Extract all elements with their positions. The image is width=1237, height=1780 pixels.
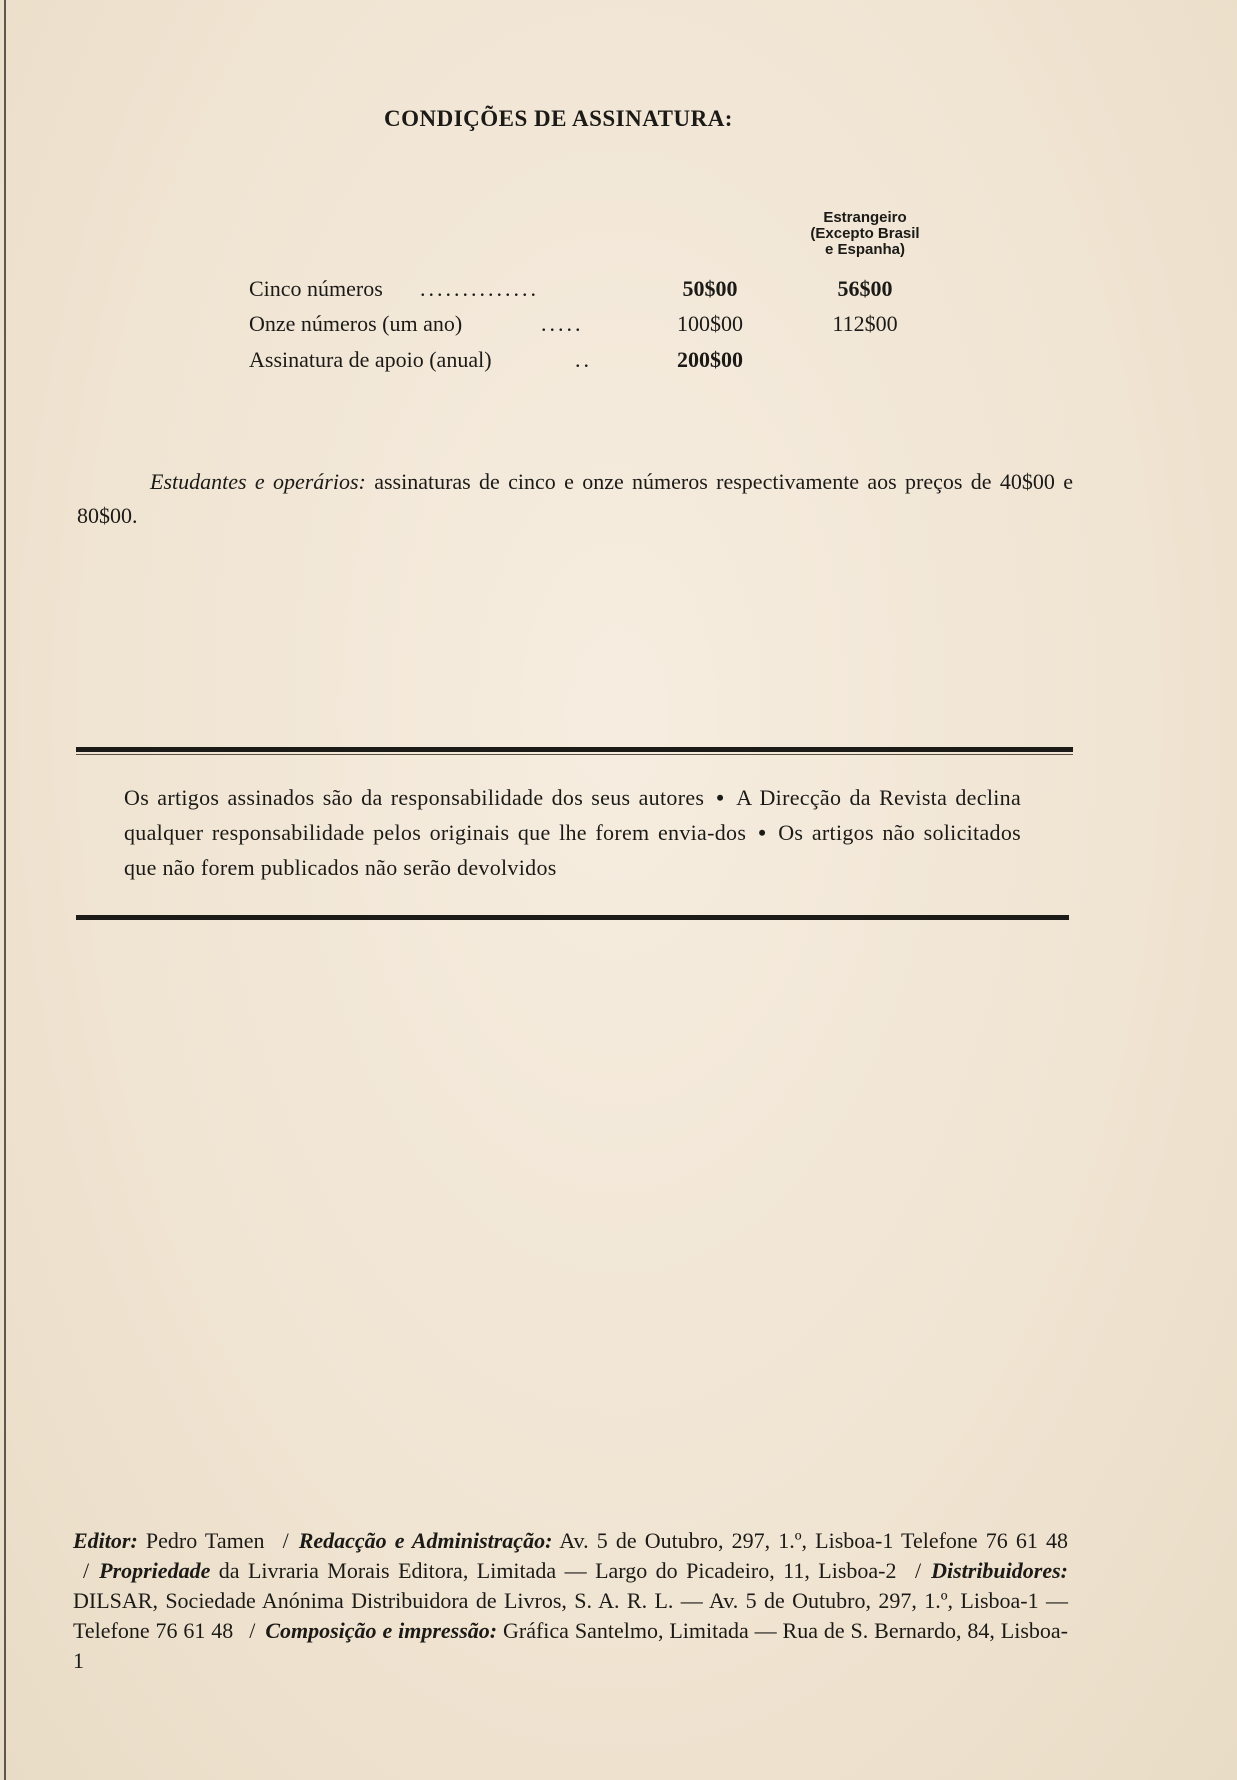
slash-separator: / bbox=[83, 1558, 90, 1583]
notice-part: A Direcção da Revista declina qualquer responsabilidade pelos originais que lhe forem envia-dos bbox=[124, 785, 1022, 845]
notice-part: Os artigos assinados são da responsabilidade dos seus autores bbox=[124, 785, 705, 810]
editor-label: Editor: bbox=[73, 1528, 138, 1553]
slash-separator: / bbox=[282, 1528, 289, 1553]
foreign-header-line: Estrangeiro bbox=[823, 209, 907, 226]
foreign-header-line: (Excepto Brasil bbox=[810, 225, 920, 242]
editor-name: Pedro Tamen bbox=[137, 1528, 273, 1553]
page-title: CONDIÇÕES DE ASSINATURA: bbox=[384, 106, 733, 131]
redaccao-label: Redacção e Administração: bbox=[298, 1528, 553, 1553]
price-foreign: 112$00 bbox=[832, 311, 898, 336]
price-row bbox=[0, 276, 1237, 306]
foreign-header-line: e Espanha) bbox=[824, 241, 906, 258]
imprint bbox=[73, 1526, 1068, 1676]
price-portugal: 200$00 bbox=[677, 347, 743, 372]
bullet-separator: • bbox=[758, 820, 767, 845]
distribuidores-text: DILSAR, Sociedade Anónima Distribuidora de Livros, S. A. R. L. — Av. 5 de Outubro, 297, 1.º, Lisboa-1 — Telefone 76 61 48 bbox=[73, 1588, 1068, 1643]
top-rule bbox=[76, 747, 1073, 752]
price-foreign: 56$00 bbox=[837, 276, 893, 301]
bottom-rule bbox=[76, 915, 1069, 920]
propriedade-text: da Livraria Morais Editora, Limitada — Largo do Picadeiro, 11, Lisboa-2 bbox=[210, 1558, 905, 1583]
slash-separator: / bbox=[914, 1558, 922, 1583]
price-row bbox=[0, 347, 1237, 377]
students-label: Estudantes e operários: bbox=[150, 469, 366, 494]
propriedade-label: Propriedade bbox=[99, 1558, 211, 1583]
row-leader-dots: ..... bbox=[541, 311, 584, 336]
students-note bbox=[77, 465, 1073, 533]
composicao-label: Composição e impressão: bbox=[265, 1618, 498, 1643]
students-paragraph bbox=[77, 465, 1073, 533]
slash-separator: / bbox=[249, 1618, 256, 1643]
distribuidores-label: Distribuidores: bbox=[931, 1558, 1068, 1583]
bullet-separator: • bbox=[716, 785, 725, 810]
page-edge bbox=[4, 0, 6, 1780]
price-row bbox=[0, 311, 1237, 341]
row-label: Assinatura de apoio (anual) bbox=[249, 347, 492, 372]
foreign-column-header bbox=[790, 210, 940, 258]
students-text: assinaturas de cinco e onze números respectivamente aos preços de 40$00 e 80$00. bbox=[77, 469, 1073, 528]
redaccao-address: Av. 5 de Outubro, 297, 1.º, Lisboa-1 Telefone 76 61 48 bbox=[552, 1528, 1068, 1553]
disclaimer-notice bbox=[124, 780, 1021, 885]
row-leader-dots: .. bbox=[575, 347, 592, 372]
notice-part: Os artigos não solicitados que não forem publicados não serão devolvidos bbox=[124, 820, 1021, 880]
row-label: Onze números (um ano) bbox=[249, 311, 463, 336]
row-leader-dots: .............. bbox=[420, 276, 539, 301]
price-portugal: 100$00 bbox=[677, 311, 743, 336]
composicao-text: Gráfica Santelmo, Limitada — Rua de S. Bernardo, 84, Lisboa-1 bbox=[73, 1618, 1068, 1673]
price-portugal: 50$00 bbox=[682, 276, 738, 301]
top-rule-thin bbox=[76, 754, 1073, 755]
row-label: Cinco números bbox=[249, 276, 383, 301]
